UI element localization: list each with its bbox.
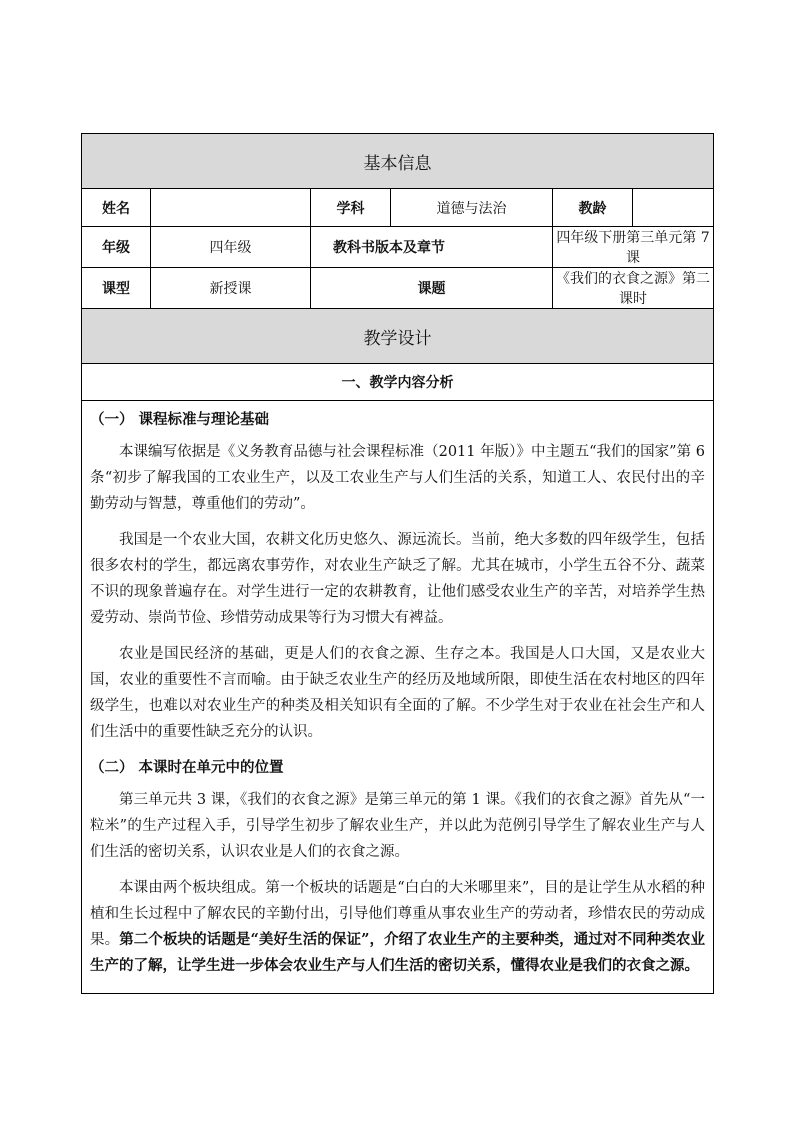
sub1-heading: （一） 课程标准与理论基础 <box>90 412 270 428</box>
sub2-paragraph-2 <box>90 875 705 979</box>
grade-value: 四年级 <box>151 227 311 268</box>
sub2-heading: （二） 本课时在单元中的位置 <box>90 760 284 776</box>
subject-value: 道德与法治 <box>391 189 553 227</box>
sub2-paragraph-1: 第三单元共 3 课，《我们的衣食之源》是第三单元的第 1 课。《我们的衣食之源》首先从“一粒米”的生产过程入手，引导学生初步了解农业生产，并以此为范例引导学生了解农业生产与人们生活的密切关系，认识农业是人们的衣食之源。 <box>90 792 705 860</box>
topic-label: 课题 <box>311 268 553 309</box>
teaching-years-value <box>633 189 714 227</box>
subject-label: 学科 <box>311 189 391 227</box>
lesson-type-label: 课型 <box>82 268 151 309</box>
basic-info-title: 基本信息 <box>82 134 714 189</box>
topic-value: 《我们的衣食之源》第二课时 <box>553 268 714 309</box>
grade-label: 年级 <box>82 227 151 268</box>
sub1-paragraph-2: 我国是一个农业大国，农耕文化历史悠久、源远流长。当前，绝大多数的四年级学生，包括很多农村的学生，都远离农事劳作，对农业生产缺乏了解。尤其在城市，小学生五谷不分、蔬菜不识的现象普遍存在。对学生进行一定的农耕教育，让他们感受农业生产的辛苦，对培养学生热爱劳动、崇尚节俭、珍惜劳动成果等行为习惯大有裨益。 <box>90 532 705 626</box>
design-title: 教学设计 <box>82 309 714 364</box>
sub2-paragraph-2-normal: 本课由两个板块组成。第一个板块的话题是“白白的大米哪里来”，目的是让学生从水稻的种植和生长过程中了解农民的辛勤付出，引导他们尊重从事农业生产的劳动者，珍惜农民的劳动成果。 <box>90 880 705 948</box>
sub1-paragraph-3: 农业是国民经济的基础，更是人们的衣食之源、生存之本。我国是人口大国，又是农业大国，农业的重要性不言而喻。由于缺乏农业生产的经历及地域所限，即使生活在农村地区的四年级学生，也难以对农业生产的种类及相关知识有全面的了解。不少学生对于农业在社会生产和人们生活中的重要性缺乏充分的认识。 <box>90 646 705 740</box>
textbook-label <box>311 227 553 268</box>
lesson-type-value: 新授课 <box>151 268 311 309</box>
textbook-value: 四年级下册第三单元第 7 课 <box>553 227 714 268</box>
content-cell <box>82 401 714 994</box>
lesson-plan-table <box>81 133 714 994</box>
info-row-3 <box>82 268 714 309</box>
info-row-1 <box>82 189 714 227</box>
info-row-2 <box>82 227 714 268</box>
section-title: 一、教学内容分析 <box>82 364 714 401</box>
name-label: 姓名 <box>82 189 151 227</box>
name-value <box>151 189 311 227</box>
sub2-paragraph-2-bold: 第二个板块的话题是“美好生活的保证”，介绍了农业生产的主要种类，通过对不同种类农业生产的了解，让学生进一步体会农业生产与人们生活的密切关系，懂得农业是我们的衣食之源。 <box>90 931 705 974</box>
textbook-label-text: 教科书版本及章节 <box>333 240 445 256</box>
sub1-paragraph-1: 本课编写依据是《义务教育品德与社会课程标准（2011 年版）》中主题五“我们的国家”第 6 条“初步了解我国的工农业生产，以及工农业生产与人们生活的关系，知道工人、农民付出的辛勤劳动与智慧，尊重他们的劳动”。 <box>90 444 705 512</box>
teaching-years-label: 教龄 <box>553 189 633 227</box>
